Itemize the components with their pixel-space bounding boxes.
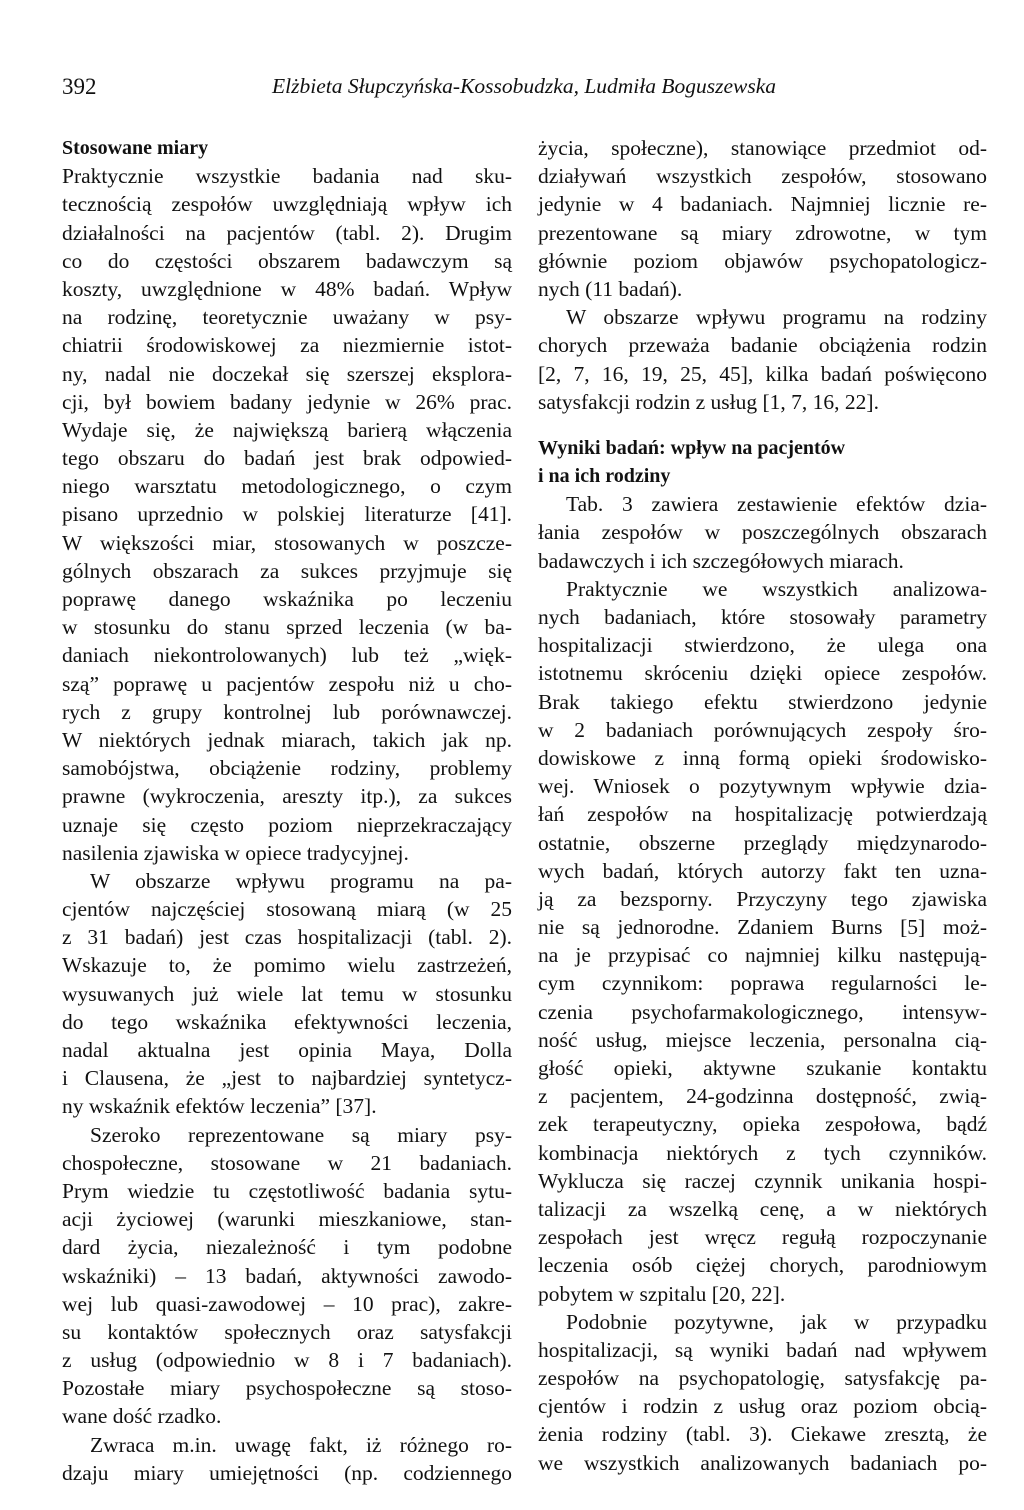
text-line: W obszarze wpływu programu na rodziny <box>566 305 987 330</box>
text-line: kombinacja niektórych z tych czynników. <box>538 1140 987 1165</box>
text-line: istotnemu skróceniu dzięki opiece zespołów. <box>538 661 987 686</box>
text-line: w stosunku do stanu sprzed leczenia (w ba- <box>62 615 512 640</box>
text-line: ny, nadal nie doczekał się szerszej eksplora- <box>62 361 512 386</box>
right-column <box>538 134 987 1477</box>
text-line: dard życia, niezależność i tym podobne <box>62 1235 512 1260</box>
text-line: koszty, uwzględnione w 48% badań. Wpływ <box>62 276 512 301</box>
text-line: wej. Wniosek o pozytywnym wpływie dzia- <box>538 774 987 799</box>
text-line: cji, był bowiem badany jedynie w 26% prac. <box>62 389 512 414</box>
text-line: Prym wiedzie tu częstotliwość badania sytu- <box>62 1178 512 1203</box>
heading-line: i na ich rodziny <box>538 465 671 488</box>
text-line: cjentów najczęściej stosowaną miarą (w 25 <box>62 897 512 922</box>
text-line: z usług (odpowiednio w 8 i 7 badaniach). <box>62 1348 512 1373</box>
text-line: dowiskowe z inną formą opieki środowisko- <box>538 745 987 770</box>
text-line: ny wskaźnik efektów leczenia” [37]. <box>62 1094 377 1119</box>
text-line: Pozostałe miary psychospołeczne są stoso- <box>62 1376 512 1401</box>
text-line: zespołów na psychopatologię, satysfakcję pa- <box>538 1366 987 1391</box>
page-number: 392 <box>62 74 97 99</box>
text-line: Praktycznie wszystkie badania nad sku- <box>62 164 512 189</box>
text-line: Praktycznie we wszystkich analizowa- <box>566 576 987 601</box>
right-paragraph-1 <box>538 134 987 303</box>
text-line: wysuwanych już wiele lat temu w stosunku <box>62 981 512 1006</box>
text-line: rych z grupy kontrolnej lub porównawczej. <box>62 699 512 724</box>
text-line: badawczych i ich szczegółowych miarach. <box>538 548 904 573</box>
text-line: z pacjentem, 24-godzinna dostępność, zwią- <box>538 1084 987 1109</box>
left-paragraph-3 <box>62 1121 512 1431</box>
text-line: nasilenia zjawiska w opiece tradycyjnej. <box>62 840 409 865</box>
text-line: prawne (wykroczenia, areszty itp.), za sukces <box>62 784 512 809</box>
text-line: [2, 7, 16, 19, 25, 45], kilka badań poświęcono <box>538 361 987 386</box>
text-line: czenia psychofarmakologicznego, intensyw- <box>538 999 987 1024</box>
text-line: chiatrii środowiskowej za niezmiernie istot- <box>62 333 512 358</box>
section-gap <box>538 416 987 434</box>
text-line: szą” poprawę u pacjentów zespołu niż u cho- <box>62 671 512 696</box>
text-line: wej lub quasi-zawodowej – 10 prac), zakre- <box>62 1291 512 1316</box>
text-line: Tab. 3 zawiera zestawienie efektów dzia- <box>566 492 987 517</box>
text-line: łania zespołów w poszczególnych obszarach <box>538 520 987 545</box>
text-line: tecznością zespołów uwzględniają wpływ ich <box>62 192 512 217</box>
text-line: w 2 badaniach porównujących zespoły śro- <box>538 717 987 742</box>
text-line: satysfakcji rodzin z usług [1, 7, 16, 22]. <box>538 389 879 414</box>
text-line: z 31 badań) jest czas hospitalizacji (tabl. 2). <box>62 925 512 950</box>
text-line: zespołach jest wręcz regułą rozpoczynanie <box>538 1225 987 1250</box>
text-line: cym czynnikom: poprawa regularności le- <box>538 971 987 996</box>
text-line: W niektórych jednak miarach, takich jak np. <box>62 727 512 752</box>
text-line: Podobnie pozytywne, jak w przypadku <box>566 1309 987 1334</box>
text-line: głównie poziom objawów psychopatologicz- <box>538 248 987 273</box>
left-paragraph-1 <box>62 162 512 867</box>
text-line: nie są jednorodne. Zdaniem Burns [5] moż- <box>538 915 987 940</box>
text-line: samobójstwa, obciążenie rodziny, problemy <box>62 756 512 781</box>
text-line: jedynie w 4 badaniach. Najmniej licznie re- <box>538 192 987 217</box>
text-line: dzaju miary umiejętności (np. codziennego <box>62 1460 512 1485</box>
text-line: wych badań, których autorzy fakt ten uzna- <box>538 858 987 883</box>
text-line: do tego wskaźnika efektywności leczenia, <box>62 1009 512 1034</box>
text-line: hospitalizacji, są wyniki badań nad wpływem <box>538 1337 987 1362</box>
text-line: pisano uprzednio w polskiej literaturze [41]. <box>62 502 512 527</box>
text-line: i Clausena, że „jest to najbardziej syntetycz- <box>62 1066 512 1091</box>
text-line: chorych przeważa badanie obciążenia rodzin <box>538 333 987 358</box>
text-line: ność usług, miejsce leczenia, personalna cią- <box>538 1027 987 1052</box>
left-paragraph-4 <box>62 1431 512 1487</box>
text-line: W większości miar, stosowanych w poszcze- <box>62 530 512 555</box>
text-line: wskaźniki) – 13 badań, aktywności zawodo- <box>62 1263 512 1288</box>
text-line: talizacji za wszelką cenę, a w niektórych <box>538 1196 987 1221</box>
text-line: leczenia osób ciężej chorych, parodniowym <box>538 1253 987 1278</box>
text-line: nadal aktualna jest opinia Maya, Dolla <box>62 1038 512 1062</box>
text-line: poprawę danego wskaźnika po leczeniu <box>62 587 512 611</box>
text-line: działywań wszystkich zespołów, stosowano <box>538 164 987 189</box>
text-line: niego warsztatu metodologicznego, o czym <box>62 474 512 499</box>
text-line: Wskazuje to, że pomimo wielu zastrzeżeń, <box>62 953 512 978</box>
text-line: ją za bezsporny. Przyczyny tego zjawiska <box>538 886 987 911</box>
text-line: wane dość rzadko. <box>62 1404 222 1429</box>
text-line: życia, społeczne), stanowiące przedmiot od- <box>538 136 987 160</box>
right-paragraph-3 <box>538 490 987 575</box>
text-line: W obszarze wpływu programu na pa- <box>90 868 512 893</box>
right-paragraph-4 <box>538 575 987 1308</box>
text-line: uznaje się często poziom nieprzekraczający <box>62 812 512 837</box>
text-line: pobytem w szpitalu [20, 22]. <box>538 1281 786 1306</box>
text-line: cjentów i rodzin z usług oraz poziom obcią- <box>538 1394 987 1419</box>
heading-line: Wyniki badań: wpływ na pacjentów <box>538 436 846 459</box>
left-column <box>62 134 512 1487</box>
text-line: chospołeczne, stosowane w 21 badaniach. <box>62 1150 512 1175</box>
text-line: acji życiowej (warunki mieszkaniowe, stan- <box>62 1207 512 1232</box>
text-line: ostatnie, obszerne przeglądy międzynarodo- <box>538 830 987 855</box>
text-line: we wszystkich analizowanych badaniach po- <box>538 1450 987 1475</box>
right-paragraph-5 <box>538 1308 987 1477</box>
text-line: na je przypisać co najmniej kilku następują- <box>538 943 987 968</box>
running-head <box>62 74 992 106</box>
text-line: działalności na pacjentów (tabl. 2). Drugim <box>62 220 512 245</box>
text-line: nych (11 badań). <box>538 276 683 301</box>
text-line: gólnych obszarach za sukces przyjmuje się <box>62 558 512 583</box>
text-line: co do częstości obszarem badawczym są <box>62 248 512 273</box>
text-line: daniach niekontrolowanych) lub też „więk- <box>62 643 512 668</box>
right-paragraph-2 <box>538 303 987 416</box>
left-paragraph-2 <box>62 867 512 1121</box>
section-heading-stosowane-miary: Stosowane miary <box>62 137 209 159</box>
text-line: Wydaje się, że największą barierą włączenia <box>62 417 512 442</box>
text-line: łań zespołów na hospitalizację potwierdzają <box>538 802 987 827</box>
text-line: hospitalizacji stwierdzono, że ulega ona <box>538 633 987 658</box>
text-line: su kontaktów społecznych oraz satysfakcji <box>62 1319 512 1344</box>
text-line: Zwraca m.in. uwagę fakt, iż różnego ro- <box>90 1432 512 1457</box>
text-line: Szeroko reprezentowane są miary psy- <box>90 1122 512 1147</box>
text-line: tego obszaru do badań jest brak odpowied- <box>62 446 512 471</box>
text-line: zek terapeutyczny, opieka zespołowa, bądź <box>538 1112 987 1137</box>
text-line: nych badaniach, które stosowały parametry <box>538 605 987 629</box>
text-line: Wyklucza się raczej czynnik unikania hospi- <box>538 1168 987 1193</box>
text-line: głość opieki, aktywne szukanie kontaktu <box>538 1056 987 1080</box>
text-line: na rodzinę, teoretycznie uważany w psy- <box>62 305 512 330</box>
header-authors: Elżbieta Słupczyńska-Kossobudzka, Ludmiła Boguszewska <box>272 74 777 98</box>
text-line: Brak takiego efektu stwierdzono jedynie <box>538 689 987 714</box>
text-line: prezentowane są miary zdrowotne, w tym <box>538 220 987 245</box>
text-line: żenia rodziny (tabl. 3). Ciekawe zresztą, że <box>538 1422 987 1447</box>
section-heading-wyniki-badan <box>538 434 987 490</box>
